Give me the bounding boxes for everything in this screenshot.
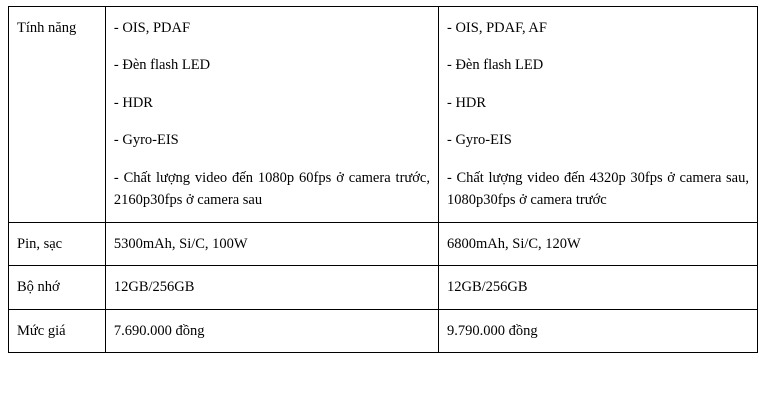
- battery-device-a: 5300mAh, Si/C, 100W: [105, 222, 438, 265]
- feature-item: - Đèn flash LED: [447, 57, 544, 74]
- row-label-features: Tính năng: [9, 7, 106, 223]
- feature-item: - HDR: [113, 94, 153, 111]
- table-row: [9, 7, 758, 223]
- feature-item: - Chất lượng video đến 1080p 60fps ở camera trước, 2160p30fps ở camera sau: [113, 169, 430, 209]
- memory-device-a: 12GB/256GB: [105, 266, 438, 309]
- features-device-a: [105, 7, 438, 223]
- feature-item: - Đèn flash LED: [113, 57, 211, 74]
- feature-item: - HDR: [447, 94, 487, 111]
- feature-item: - Chất lượng video đến 4320p 30fps ở camera sau, 1080p30fps ở camera trước: [447, 169, 749, 209]
- specs-comparison-table: [8, 6, 758, 353]
- feature-item: - OIS, PDAF, AF: [447, 20, 547, 36]
- price-device-b: 9.790.000 đồng: [439, 309, 758, 352]
- row-label-battery: Pin, sạc: [9, 222, 106, 265]
- row-label-memory: Bộ nhớ: [9, 266, 106, 309]
- table-row: [9, 309, 758, 352]
- feature-item: - OIS, PDAF: [113, 20, 191, 36]
- feature-item: - Gyro-EIS: [113, 132, 179, 149]
- table-row: [9, 222, 758, 265]
- row-label-price: Mức giá: [9, 309, 106, 352]
- features-device-b: [439, 7, 758, 223]
- battery-device-b: 6800mAh, Si/C, 120W: [439, 222, 758, 265]
- memory-device-b: 12GB/256GB: [439, 266, 758, 309]
- price-device-a: 7.690.000 đồng: [105, 309, 438, 352]
- table-row: [9, 266, 758, 309]
- feature-item: - Gyro-EIS: [447, 132, 512, 149]
